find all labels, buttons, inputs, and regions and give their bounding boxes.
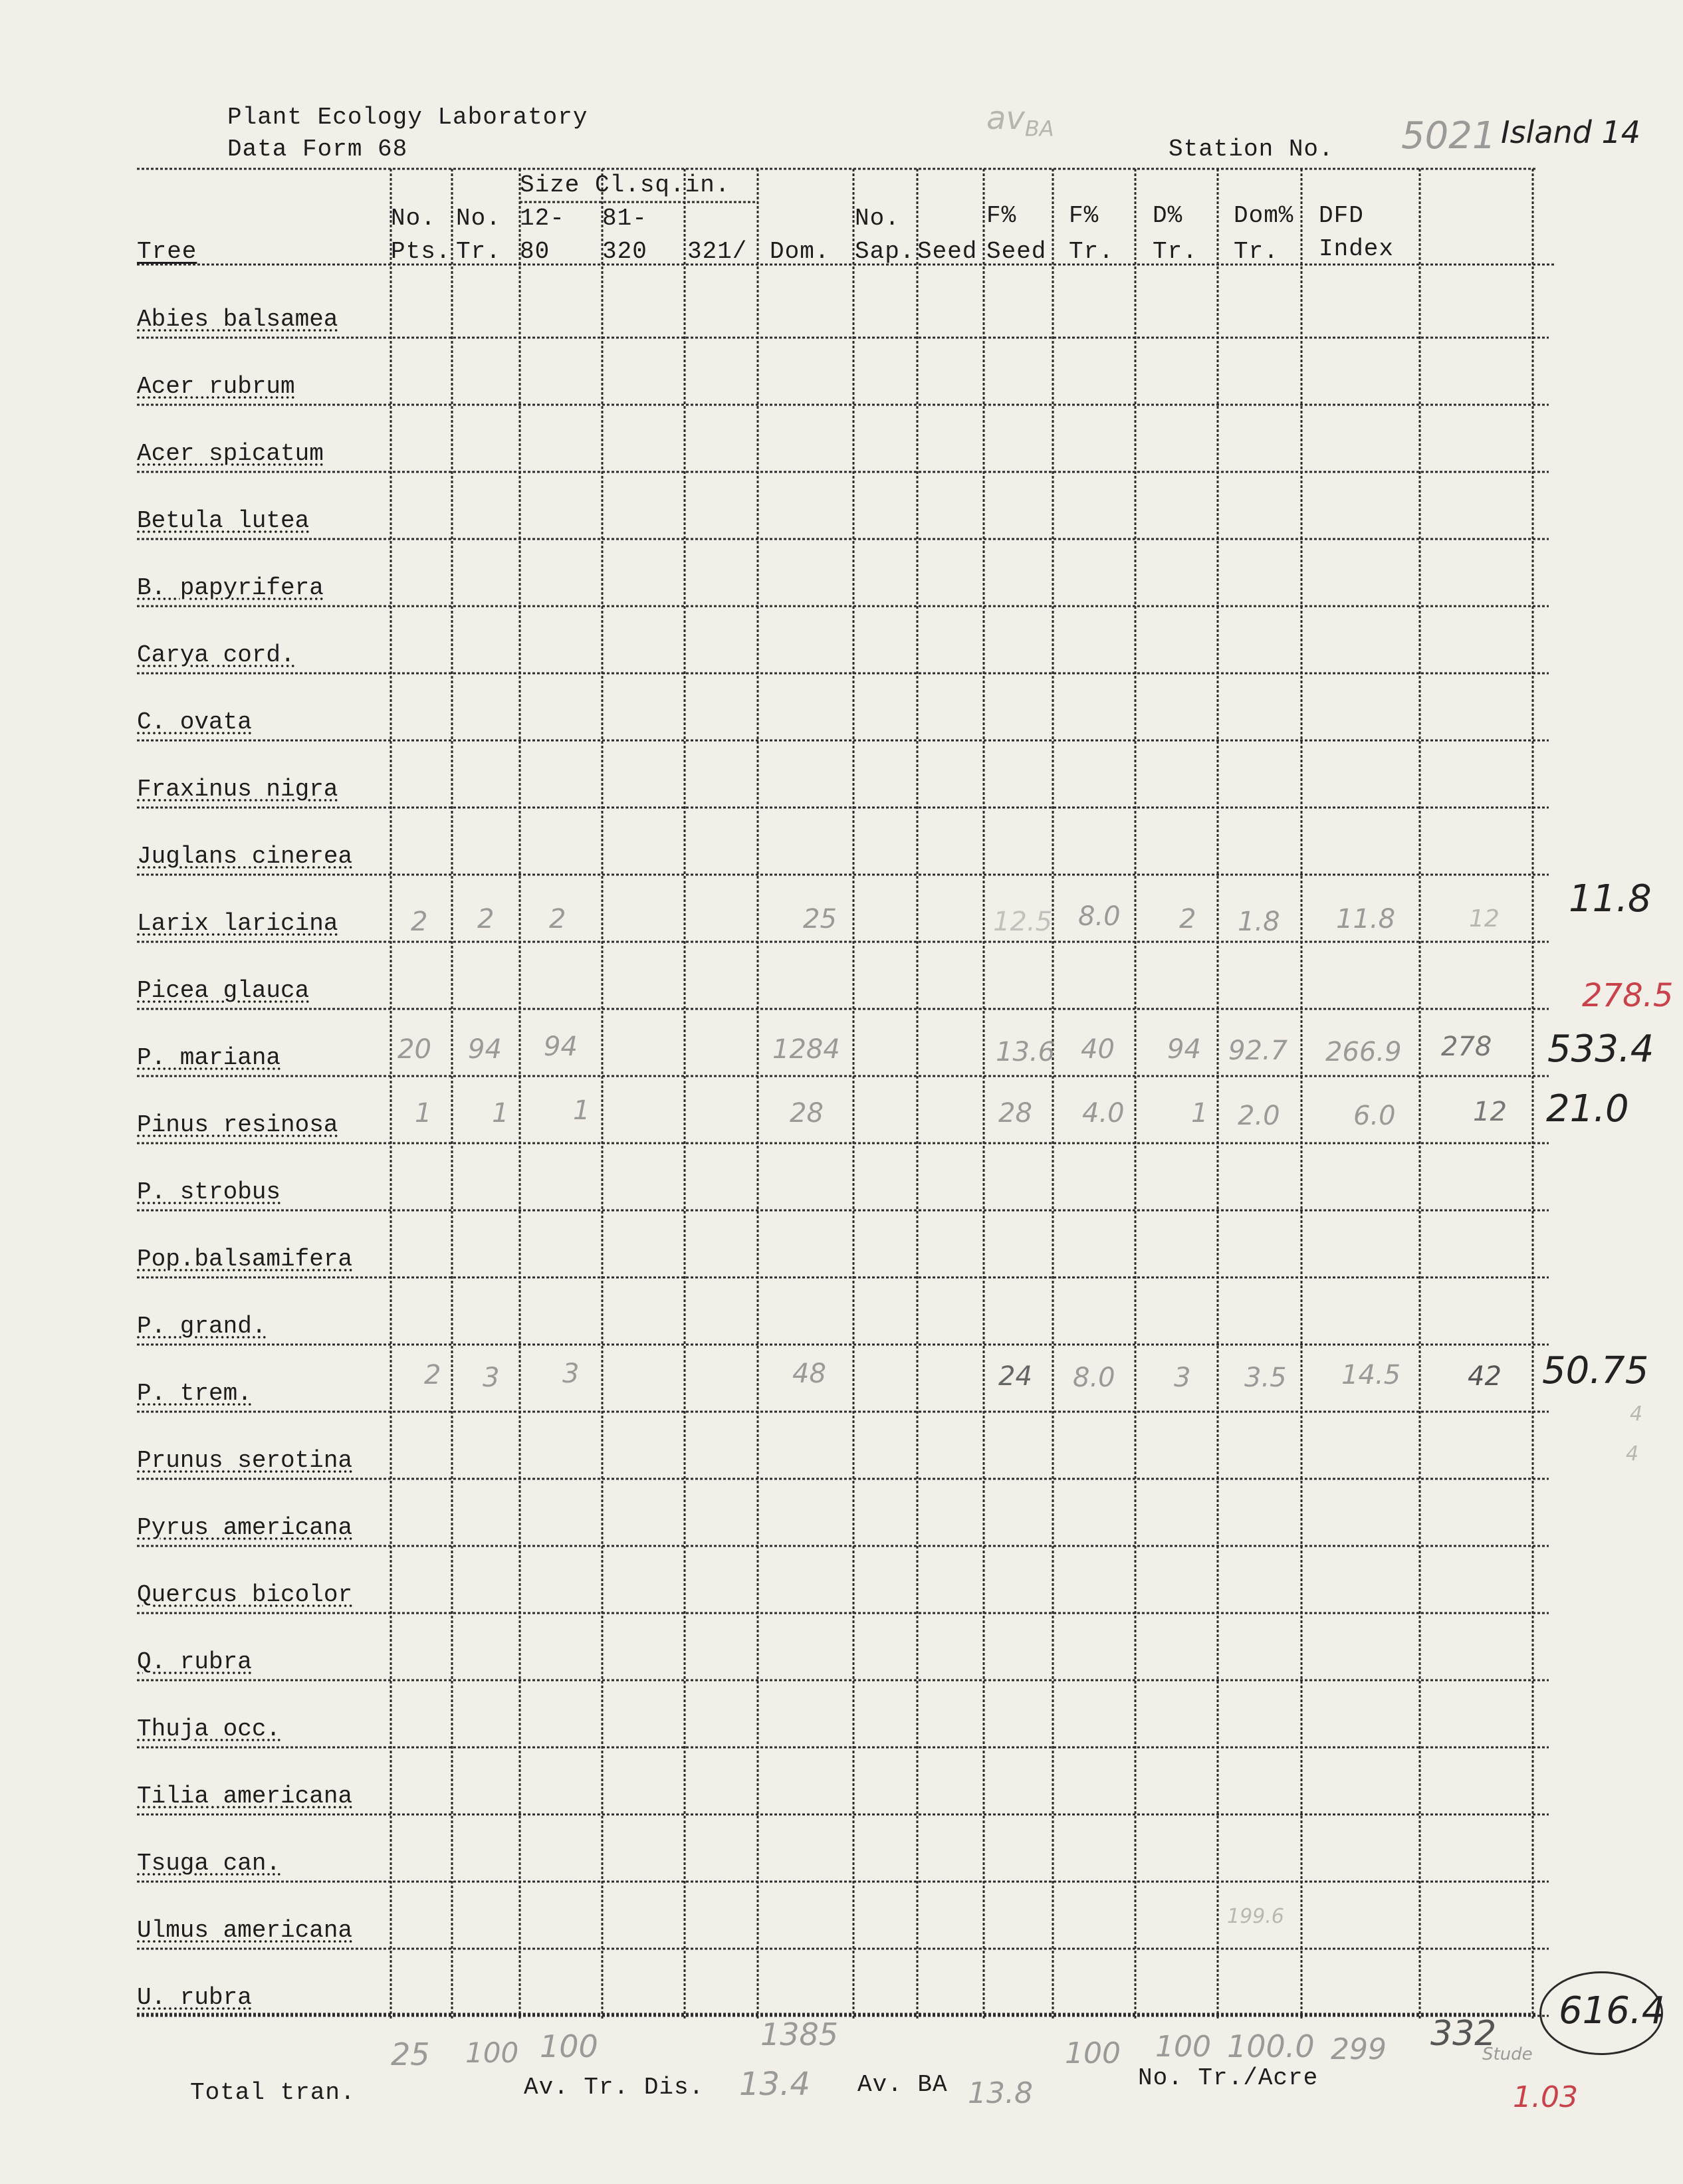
total-domtr: 100.0 xyxy=(1227,2028,1315,2064)
trem-pts: 2 xyxy=(424,1360,441,1390)
col-domtr-2: Tr. xyxy=(1234,238,1279,265)
tree-name: Pop.balsamifera xyxy=(137,1246,353,1273)
tree-name: Tsuga can. xyxy=(137,1850,281,1877)
tree-name: C. ovata xyxy=(137,709,252,736)
col-seed: Seed xyxy=(917,238,978,265)
av-tr-dis-value: 13.4 xyxy=(739,2066,810,2103)
lab-title: Plant Ecology Laboratory xyxy=(227,104,588,131)
mariana-domtr: 92.7 xyxy=(1228,1036,1288,1066)
av-ba-label: Av. BA xyxy=(857,2071,948,2098)
resinosa-dom: 28 xyxy=(790,1098,824,1129)
tree-name: Tilia americana xyxy=(137,1783,353,1810)
col-fseed-1: F% xyxy=(986,202,1017,229)
col-dtr-2: Tr. xyxy=(1153,238,1198,265)
resinosa-margin: 21.0 xyxy=(1546,1087,1629,1131)
total-tran-label: Total tran. xyxy=(190,2079,356,2106)
total-dfd: 299 xyxy=(1331,2032,1387,2066)
tree-name: Acer spicatum xyxy=(137,440,324,467)
tree-name: Quercus bicolor xyxy=(137,1581,353,1608)
tree-name: Q. rubra xyxy=(137,1648,252,1676)
tree-name: P. strobus xyxy=(137,1178,281,1206)
total-index: 332 xyxy=(1430,2014,1497,2054)
col-no-tr-1: No. xyxy=(456,205,501,232)
trem-dtr: 3 xyxy=(1174,1363,1191,1393)
larix-index: 12 xyxy=(1469,905,1500,932)
resinosa-index: 12 xyxy=(1473,1097,1507,1127)
mariana-dom: 1284 xyxy=(772,1034,840,1065)
tree-name: Juglans cinerea xyxy=(137,843,353,870)
form-number: Data Form 68 xyxy=(227,136,408,163)
tree-name: Pyrus americana xyxy=(137,1514,353,1541)
station-label: Station No. xyxy=(1169,136,1334,163)
col-domtr-1: Dom% xyxy=(1234,202,1294,229)
trem-margin: 50.75 xyxy=(1542,1349,1649,1392)
tree-name: Acer rubrum xyxy=(137,373,295,400)
mariana-margin: 533.4 xyxy=(1547,1028,1654,1071)
resinosa-dtr: 1 xyxy=(1191,1098,1208,1129)
tree-name: P. trem. xyxy=(137,1380,252,1407)
col-fseed-2: Seed xyxy=(986,238,1047,265)
size-class-header: Size Cl.sq.in. xyxy=(520,171,730,199)
larix-tr: 2 xyxy=(477,904,495,934)
av-tr-dis-label: Av. Tr. Dis. xyxy=(524,2074,705,2101)
tree-name: Prunus serotina xyxy=(137,1447,353,1474)
red-total: 1.03 xyxy=(1513,2080,1578,2114)
no-tr-acre-label: No. Tr./Acre xyxy=(1138,2064,1319,2092)
mariana-ftr: 40 xyxy=(1081,1034,1115,1065)
tree-name: Betula lutea xyxy=(137,507,310,534)
larix-margin: 11.8 xyxy=(1569,877,1652,921)
total-index-note: Stude xyxy=(1482,2044,1533,2064)
resinosa-tr: 1 xyxy=(492,1098,509,1129)
col-321: 321/ xyxy=(687,238,748,265)
trem-dom: 48 xyxy=(792,1359,826,1389)
larix-dom: 25 xyxy=(803,904,837,934)
circled-total-value: 616.4 xyxy=(1559,1989,1666,2032)
tree-name: Thuja occ. xyxy=(137,1715,281,1743)
resinosa-pts: 1 xyxy=(415,1098,432,1129)
resinosa-domtr: 2.0 xyxy=(1238,1101,1280,1131)
mariana-pts: 20 xyxy=(397,1034,431,1065)
top-note-main: av xyxy=(986,100,1025,137)
mariana-index: 278 xyxy=(1441,1032,1492,1062)
mariana-fseed: 13.6 xyxy=(996,1037,1056,1067)
trem-dfd: 14.5 xyxy=(1341,1360,1401,1390)
col-sap-1: No. xyxy=(855,205,900,232)
tree-name: P. mariana xyxy=(137,1044,281,1071)
tree-name: Fraxinus nigra xyxy=(137,776,338,803)
col-12-80-1: 12- xyxy=(520,205,565,232)
trem-fseed: 24 xyxy=(998,1361,1032,1392)
total-pts: 25 xyxy=(391,2036,430,2072)
col-no-pts-1: No. xyxy=(391,205,436,232)
larix-pts: 2 xyxy=(411,907,428,937)
resinosa-dfd: 6.0 xyxy=(1353,1101,1396,1131)
top-note-sub: BA xyxy=(1024,116,1054,142)
trem-small-note-2: 4 xyxy=(1626,1442,1639,1466)
trem-domtr: 3.5 xyxy=(1244,1363,1287,1393)
mariana-dfd: 266.9 xyxy=(1325,1037,1402,1067)
total-tr: 100 xyxy=(465,2036,519,2069)
col-12-80-2: 80 xyxy=(520,238,550,265)
larix-12-80: 2 xyxy=(549,904,566,934)
tree-name: Abies balsamea xyxy=(137,306,338,333)
trem-ftr: 8.0 xyxy=(1073,1363,1115,1393)
resinosa-ftr: 4.0 xyxy=(1082,1098,1125,1129)
station-note: Island 14 xyxy=(1501,114,1641,150)
tree-name: Carya cord. xyxy=(137,641,295,669)
ulmus-note: 199.6 xyxy=(1227,1905,1284,1928)
tree-name: P. grand. xyxy=(137,1313,267,1340)
tree-name: Larix laricina xyxy=(137,910,338,937)
tree-header: Tree xyxy=(137,238,197,265)
tree-name: Ulmus americana xyxy=(137,1917,353,1944)
circled-total xyxy=(1539,1971,1666,2055)
total-12-80: 100 xyxy=(540,2028,598,2064)
col-dfd-2: Index xyxy=(1319,235,1395,263)
col-dfd-1: DFD xyxy=(1319,202,1364,229)
col-81-320-2: 320 xyxy=(602,238,647,265)
col-dom: Dom. xyxy=(770,238,830,265)
mariana-red-note: 278.5 xyxy=(1582,977,1674,1014)
larix-ftr: 8.0 xyxy=(1078,901,1121,932)
resinosa-fseed: 28 xyxy=(998,1098,1032,1129)
col-no-pts-2: Pts. xyxy=(391,238,451,265)
larix-dfd: 11.8 xyxy=(1336,904,1396,934)
larix-fseed: 12.5 xyxy=(993,907,1053,937)
col-sap-2: Sap. xyxy=(855,238,915,265)
mariana-dtr: 94 xyxy=(1167,1034,1201,1065)
mariana-12-80: 94 xyxy=(544,1032,578,1062)
tree-name: Pinus resinosa xyxy=(137,1111,338,1139)
total-dom: 1385 xyxy=(760,2017,839,2052)
trem-small-note-1: 4 xyxy=(1630,1402,1643,1426)
av-ba-value: 13.8 xyxy=(968,2076,1033,2110)
tree-name: Picea glauca xyxy=(137,977,310,1004)
trem-index: 42 xyxy=(1468,1361,1502,1392)
total-ftr: 100 xyxy=(1065,2036,1121,2070)
tree-name: B. papyrifera xyxy=(137,574,324,601)
trem-12-80: 3 xyxy=(562,1359,580,1389)
larix-domtr: 1.8 xyxy=(1238,907,1280,937)
station-number: 5021 xyxy=(1401,114,1496,158)
larix-dtr: 2 xyxy=(1179,904,1196,934)
col-ftr-1: F% xyxy=(1069,202,1099,229)
total-dtr: 100 xyxy=(1155,2030,1211,2064)
col-dtr-1: D% xyxy=(1153,202,1183,229)
col-no-tr-2: Tr. xyxy=(456,238,501,265)
trem-tr: 3 xyxy=(483,1363,500,1393)
tree-name: U. rubra xyxy=(137,1984,252,2011)
mariana-tr: 94 xyxy=(468,1034,502,1065)
resinosa-12-80: 1 xyxy=(573,1095,590,1126)
col-ftr-2: Tr. xyxy=(1069,238,1114,265)
col-81-320-1: 81- xyxy=(602,205,647,232)
